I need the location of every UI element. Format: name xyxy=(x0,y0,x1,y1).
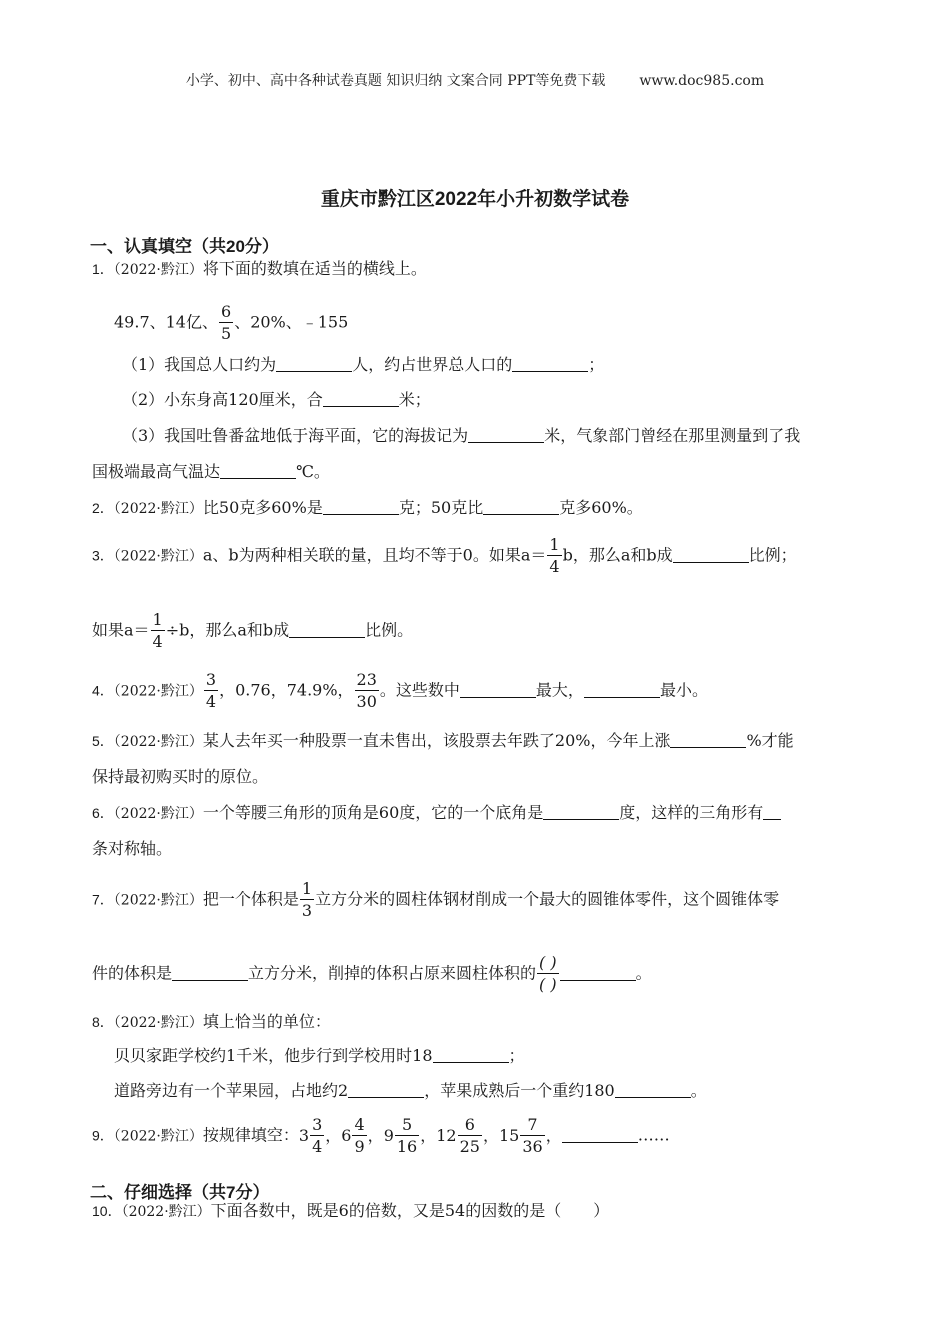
answer-blank[interactable] xyxy=(483,498,559,515)
fraction: $\frac{1}{4}$ xyxy=(549,535,560,576)
header-url[interactable]: www.doc985.com xyxy=(639,73,765,89)
page-title: 重庆市黔江区2022年小升初数学试卷 xyxy=(320,189,630,210)
answer-blank[interactable] xyxy=(276,355,352,372)
question-1: 1．（2022·黔江）将下面的数填在适当的横线上。 xyxy=(92,259,427,278)
question-4: 4．（2022·黔江） $\frac{3}{4}$ ，0.76，74.9%， $\frac{23}{30}$ 。这些数中 最大， 最小。 xyxy=(92,670,708,711)
question-8-line-2: 道路旁边有一个苹果园，占地约2 ，苹果成熟后一个重约180 。 xyxy=(114,1081,707,1100)
question-1-part-3: （3）我国吐鲁番盆地低于海平面，它的海拔记为 米，气象部门曾经在那里测量到了我 xyxy=(122,426,801,445)
fraction-blank[interactable]: $\frac{( )}{( )}$ xyxy=(539,953,557,994)
question-1-part-1: （1）我国总人口约为 人，约占世界总人口的 ； xyxy=(122,355,605,374)
sequence-terms: 3 $\frac{3}{4}$ ，6 $\frac{4}{9}$ ，9 $\frac{5}{16}$ ，12 $\frac{6}{25}$ ，15 $\frac{7}{36}$ ， xyxy=(298,1115,562,1156)
page-header xyxy=(0,70,950,90)
answer-blank[interactable] xyxy=(289,621,365,638)
question-5-cont: 保持最初购买时的原位。 xyxy=(92,767,269,786)
answer-blank[interactable] xyxy=(468,426,544,443)
fraction: $\frac{3}{4}$ xyxy=(205,670,217,711)
fraction: $\frac{1}{3}$ xyxy=(301,879,313,920)
answer-blank[interactable] xyxy=(433,1046,509,1063)
question-10: 10．（2022·黔江）下面各数中，既是6的倍数，又是54的因数的是（ ） xyxy=(92,1201,610,1220)
fraction: $\frac{7}{36}$ xyxy=(522,1115,543,1156)
mixed-number-whole: 12 xyxy=(436,1125,457,1145)
question-1-part-3-cont: 国极端最高气温达 ℃。 xyxy=(92,462,330,481)
answer-blank[interactable] xyxy=(560,964,636,981)
answer-blank[interactable] xyxy=(323,390,399,407)
answer-blank[interactable] xyxy=(562,1126,638,1143)
question-3-cont: 如果a＝ $\frac{1}{4}$ ÷b，那么a和b成 比例。 xyxy=(92,610,414,651)
question-2: 2．（2022·黔江）比50克多60%是 克；50克比 克多60%。 xyxy=(92,498,643,517)
fraction: $\frac{23}{30}$ xyxy=(356,670,377,711)
answer-blank[interactable] xyxy=(323,498,399,515)
mixed-number-whole: 9 xyxy=(383,1125,394,1145)
question-3: 3．（2022·黔江）a、b为两种相关联的量，且均不等于0。如果a＝ $\frac{1}{4}$ b，那么a和b成 比例； xyxy=(92,535,797,576)
answer-blank[interactable] xyxy=(172,964,248,981)
mixed-number-whole: 3 xyxy=(298,1125,310,1145)
question-8-line-1: 贝贝家距学校约1千米，他步行到学校用时18 ； xyxy=(114,1046,525,1065)
fraction: $\frac{3}{4}$ xyxy=(312,1115,323,1156)
answer-blank[interactable] xyxy=(512,355,588,372)
fraction: $\frac{5}{16}$ xyxy=(396,1115,418,1156)
question-9: 9．（2022·黔江）按规律填空：3 $\frac{3}{4}$ ，6 $\frac{4}{9}$ ，9 $\frac{5}{16}$ ，12 $\frac{6}{25}$ ，15 $\frac{7}{36}$ ， …… xyxy=(92,1115,670,1156)
question-8: 8．（2022·黔江）填上恰当的单位： xyxy=(92,1012,331,1031)
answer-blank[interactable] xyxy=(763,803,781,820)
answer-blank[interactable] xyxy=(543,803,619,820)
header-text: 小学、初中、高中各种试卷真题 知识归纳 文案合同 PPT等免费下载 xyxy=(185,73,606,89)
question-5: 5．（2022·黔江）某人去年买一种股票一直未售出，该股票去年跌了20%，今年上涨 %才能 xyxy=(92,731,794,750)
question-1-part-2: （2）小东身高120厘米，合 米； xyxy=(122,390,431,409)
answer-blank[interactable] xyxy=(460,681,536,698)
section-1-heading: 一、认真填空（共20分） xyxy=(90,237,279,256)
question-1-numbers: 49.7、14亿、 $\frac{6}{5}$ 、20%、﹣155 xyxy=(114,302,349,343)
question-7-cont: 件的体积是 立方分米，削掉的体积占原来圆柱体积的 $\frac{( )}{( )}$ 。 xyxy=(92,953,652,994)
fraction: $\frac{4}{9}$ xyxy=(354,1115,365,1156)
answer-blank[interactable] xyxy=(615,1081,691,1098)
question-6: 6．（2022·黔江）一个等腰三角形的顶角是60度，它的一个底角是 度，这样的三角形有 xyxy=(92,802,862,825)
mixed-number-whole: 6 xyxy=(341,1125,352,1145)
answer-blank[interactable] xyxy=(584,681,660,698)
fraction: $\frac{1}{4}$ xyxy=(152,610,163,651)
question-7: 7．（2022·黔江）把一个体积是 $\frac{1}{3}$ 立方分米的圆柱体钢材削成一个最大的圆锥体零件，这个圆锥体零 xyxy=(92,879,780,920)
answer-blank[interactable] xyxy=(673,546,749,563)
answer-blank[interactable] xyxy=(670,731,746,748)
answer-blank[interactable] xyxy=(348,1081,424,1098)
mixed-number-whole: 15 xyxy=(498,1125,520,1145)
question-6-cont: 条对称轴。 xyxy=(92,839,173,858)
fraction: $\frac{6}{25}$ xyxy=(459,1115,480,1156)
fraction: $\frac{6}{5}$ xyxy=(221,302,232,343)
answer-blank[interactable] xyxy=(220,462,296,479)
section-2-heading: 二、仔细选择（共7分） xyxy=(90,1183,270,1202)
